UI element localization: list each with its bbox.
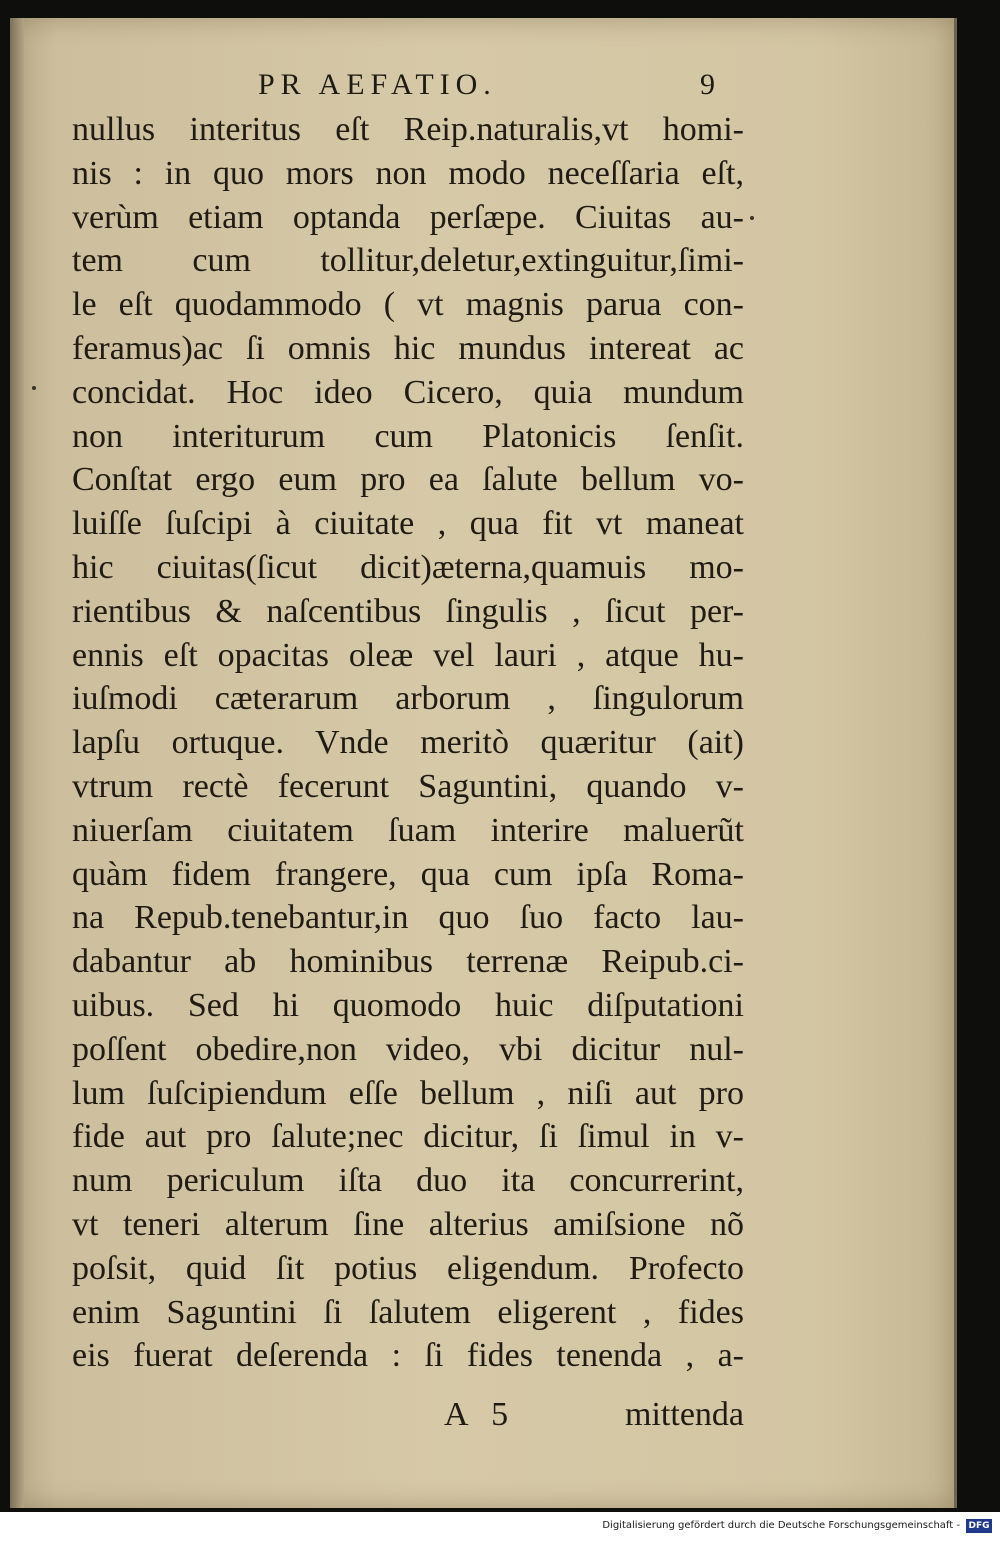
text-line: concidat. Hoc ideo Cicero, quia mundum xyxy=(72,373,744,411)
catchword: mittenda xyxy=(625,1396,744,1433)
text-line: num periculum iſta duo ita concurrerint, xyxy=(72,1162,744,1200)
text-line: tem cum tollitur,deletur,extinguitur,ſimi- xyxy=(72,242,744,280)
text-line: Conſtat ergo eum pro ea ſalute bellum vo- xyxy=(72,461,744,499)
catch-line xyxy=(72,1393,744,1437)
text-line: eis fuerat deſerenda : ſi fides tenenda , a- xyxy=(72,1337,744,1375)
text-line: iuſmodi cæterarum arborum , ſingulorum xyxy=(72,680,744,718)
text-line: rientibus & naſcentibus ſingulis , ſicut per- xyxy=(72,592,744,630)
ink-speck xyxy=(750,216,754,220)
book-page xyxy=(10,18,957,1508)
dfg-logo: DFG xyxy=(966,1519,992,1533)
text-line: uibus. Sed hi quomodo huic diſputationi xyxy=(72,986,744,1024)
text-line: poſsit, quid ſit potius eligendum. Profecto xyxy=(72,1249,744,1287)
text-line: lapſu ortuque. Vnde meritò quæritur (ait) xyxy=(72,724,744,762)
text-line: hic ciuitas(ſicut dicit)æterna,quamuis mo- xyxy=(72,548,744,586)
text-line: vtrum rectè fecerunt Saguntini, quando v- xyxy=(72,767,744,805)
signature-mark: A 5 xyxy=(444,1396,517,1433)
text-line: na Repub.tenebantur,in quo ſuo facto lau- xyxy=(72,899,744,937)
text-line: fide aut pro ſalute;nec dicitur, ſi ſimul in v- xyxy=(72,1118,744,1156)
text-line: lum ſuſcipiendum eſſe bellum , niſi aut pro xyxy=(72,1074,744,1112)
text-line: le eſt quodammodo ( vt magnis parua con- xyxy=(72,286,744,324)
text-line: dabantur ab hominibus terrenæ Reipub.ci- xyxy=(72,943,744,981)
text-line: poſſent obedire,non video, vbi dicitur nul- xyxy=(72,1030,744,1068)
page-gutter-shadow xyxy=(10,18,24,1508)
text-line: ennis eſt opacitas oleæ vel lauri , atque hu- xyxy=(72,636,744,674)
ink-speck xyxy=(32,386,36,390)
text-line: feramus)ac ſi omnis hic mundus intereat ac xyxy=(72,329,744,367)
page-number: 9 xyxy=(700,68,715,101)
text-line: nullus interitus eſt Reip.naturalis,vt homi- xyxy=(72,111,744,148)
text-line: non interiturum cum Platonicis ſenſit. xyxy=(72,417,744,455)
body-text xyxy=(72,108,744,1378)
funding-credit: Digitalisierung gefördert durch die Deutsche Forschungsgemeinschaft - xyxy=(602,1520,960,1531)
text-line: niuerſam ciuitatem ſuam interire maluerũt xyxy=(72,811,744,849)
text-line: luiſſe ſuſcipi à ciuitate , qua fit vt maneat xyxy=(72,505,744,543)
text-line: quàm fidem frangere, qua cum ipſa Roma- xyxy=(72,855,744,893)
text-line: vt teneri alterum ſine alterius amiſsione nõ xyxy=(72,1205,744,1243)
digitization-footer xyxy=(0,1512,1000,1542)
running-head-title: PR AEFATIO. xyxy=(258,68,497,101)
running-head xyxy=(10,68,954,108)
text-line: enim Saguntini ſi ſalutem eligerent , fides xyxy=(72,1293,744,1331)
text-line: nis : in quo mors non modo neceſſaria eſt, xyxy=(72,154,744,192)
text-line: verùm etiam optanda perſæpe. Ciuitas au- xyxy=(72,198,744,236)
